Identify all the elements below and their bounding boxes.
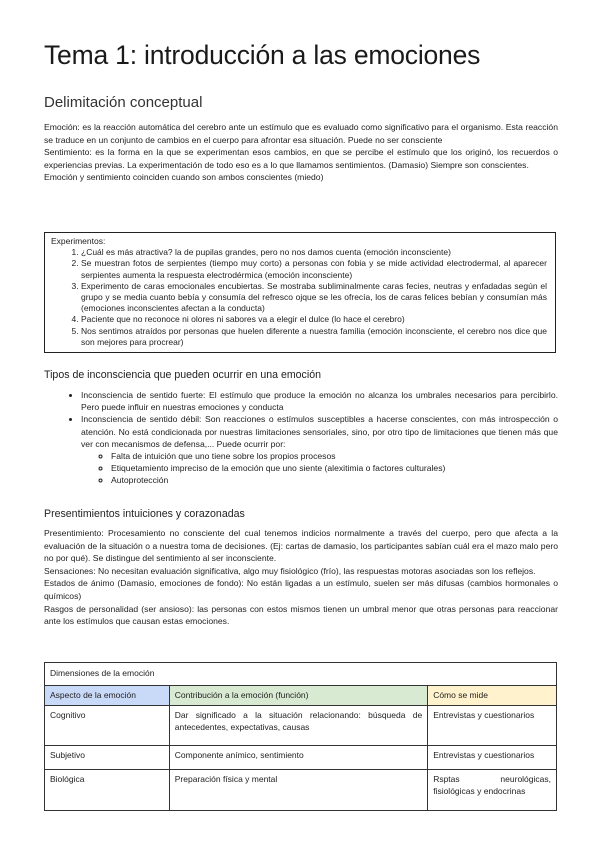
list-item-sentido-fuerte: • Inconsciencia de sentido fuerte: El estímulo que produce la emoción no alcanza los umbrales necesarios para percibirlo. Pero puede influir en nuestras emociones y conducta bbox=[81, 389, 558, 413]
experiments-list bbox=[51, 247, 547, 348]
paragraph-presentimiento: Presentimiento: Procesamiento no consciente del cual tenemos indicios normalmente a través del cuerpo, pero que afecta a la evaluación de la situación o a nuestra toma de decisiones. (Ej: cartas de damasio, los participantes sabían cuál era el mazo malo pero no por qué). Se distingue del sentimiento al ser inconsciente. bbox=[44, 528, 558, 564]
presentimientos-block bbox=[44, 527, 558, 628]
section-heading-presentimientos: Presentimientos intuiciones y corazonadas bbox=[44, 508, 245, 520]
paragraph-estados-animo: Estados de ánimo (Damasio, emociones de fondo): No están ligadas a un estímulo, suelen ser más difusas (cambios hormonales o químicos) bbox=[44, 578, 558, 601]
sub-list-item: ◦ Etiquetamiento impreciso de la emoción que uno siente (alexitimia o factores culturales) bbox=[111, 462, 558, 474]
table-cell: Biológica bbox=[45, 770, 170, 811]
section-heading-inconsciencia: Tipos de inconsciencia que pueden ocurrir en una emoción bbox=[44, 369, 321, 381]
paragraph-sensaciones: Sensaciones: No necesitan evaluación significativa, algo muy fisiológico (frío), las respuestas motoras asociadas son los reflejos. bbox=[44, 565, 536, 576]
table-header-row bbox=[45, 685, 557, 706]
definitions-block bbox=[44, 121, 558, 184]
table-header-aspecto: Aspecto de la emoción bbox=[45, 685, 170, 706]
table-row bbox=[45, 770, 557, 811]
table-cell: Subjetivo bbox=[45, 746, 170, 770]
experiment-item: 1. ¿Cuál es más atractiva? la de pupilas grandes, pero no nos damos cuenta (emoción inconsciente) bbox=[81, 247, 547, 258]
table-row bbox=[45, 746, 557, 770]
experiment-item: 3. Experimento de caras emocionales encubiertas. Se mostraba subliminalmente caras fecies, neutras y enfadadas según el grupo y se media cuanto bebía y consumía del refresco ojque se les ofrecía, los de caras felices bebían y consumían más (emociones inconscientes afectan a la conducta) bbox=[81, 281, 547, 315]
table-header-contribucion: Contribución a la emoción (función) bbox=[169, 685, 427, 706]
table-cell: Componente anímico, sentimiento bbox=[169, 746, 427, 770]
sub-list-item: ◦ Autoprotección bbox=[111, 474, 558, 486]
list-item-sentido-debil bbox=[81, 413, 558, 486]
experiment-item: 2. Se muestran fotos de serpientes (tiempo muy corto) a personas con fobia y se mide actividad electrodermal, al aparecer serpientes aumenta la respuesta electrodérmica (emoción inconsciente) bbox=[81, 258, 547, 280]
sub-list bbox=[81, 450, 558, 487]
table-cell: Rsptas neurológicas, fisiológicas y endocrinas bbox=[428, 770, 557, 811]
inconsciencia-list bbox=[44, 389, 558, 487]
table-cell: Preparación física y mental bbox=[169, 770, 427, 811]
section-heading-delimitacion: Delimitación conceptual bbox=[44, 94, 203, 111]
paragraph-emocion: Emoción: es la reacción automática del cerebro ante un estímulo que es evaluado como significativo para el organismo. Esta reacción se traduce en un conjunto de cambios en el cuerpo para afrontar esa situación. Puede no ser consciente bbox=[44, 122, 558, 145]
paragraph-rasgos: Rasgos de personalidad (ser ansioso): las personas con estos mismos tienen un umbral menor que otras personas para reaccionar ante los estímulos que causan estas emociones. bbox=[44, 603, 558, 627]
paragraph-sentimiento: Sentimiento: es la forma en la que se experimentan esos cambios, en que se percibe el estímulo que los originó, los recuerdos o experiencias previas. La experimentación de todo eso es a lo que llamamos sentimientos. (Damasio) Siempre son conscientes. bbox=[44, 147, 558, 170]
dimensions-table bbox=[44, 662, 557, 811]
experiment-item: 4. Paciente que no reconoce ni olores ni sabores va a elegir el dulce (lo hace el cerebro) bbox=[81, 314, 547, 325]
experiments-box bbox=[44, 232, 556, 353]
table-cell: Entrevistas y cuestionarios bbox=[428, 746, 557, 770]
paragraph-coinciden: Emoción y sentimiento coinciden cuando son ambos conscientes (miedo) bbox=[44, 172, 324, 183]
sub-list-item: ◦ Falta de intuición que uno tiene sobre los propios procesos bbox=[111, 450, 558, 462]
table-cell: Cognitivo bbox=[45, 706, 170, 746]
table-header-como-se-mide: Cómo se mide bbox=[428, 685, 557, 706]
page-title: Tema 1: introducción a las emociones bbox=[44, 40, 481, 70]
table-row bbox=[45, 706, 557, 746]
table-cell: Dar significado a la situación relacionando: búsqueda de antecedentes, expectativas, causas bbox=[169, 706, 427, 746]
experiment-item: 5. Nos sentimos atraídos por personas que huelen diferente a nuestra familia (emoción inconsciente, el cerebro nos dice que son mejores para procrear) bbox=[81, 326, 547, 348]
experiments-title: Experimentos: bbox=[51, 236, 106, 246]
list-item-sentido-debil-text: Inconsciencia de sentido débil: Son reacciones o estímulos susceptibles a hacerse conscientes, con más introspección o atención. No está condicionada por nuestras limitaciones sensoriales, sino, por otro tipo de limitaciones que tienen más que ver con mecanismos de defensa,... Puede ocurrir por: bbox=[81, 414, 558, 449]
table-title: Dimensiones de la emoción bbox=[45, 663, 557, 686]
table-cell: Entrevistas y cuestionarios bbox=[428, 706, 557, 746]
